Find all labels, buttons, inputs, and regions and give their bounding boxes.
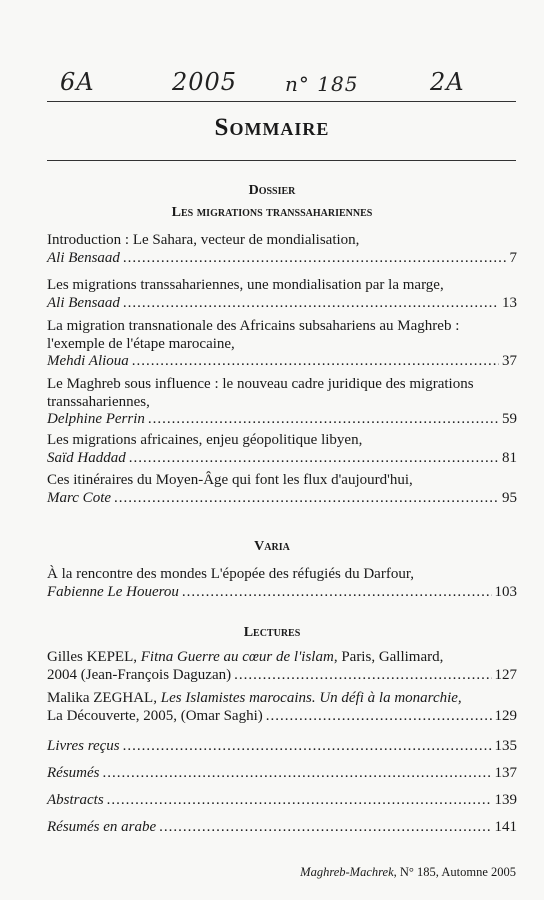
- entry-title: Malika ZEGHAL, Les Islamistes marocains. Un défi à la monarchie,: [47, 690, 462, 706]
- entry-author: Saïd Haddad: [47, 449, 126, 466]
- entry-page: 127: [494, 666, 517, 683]
- leader-dots: [129, 450, 499, 468]
- handwritten-note-d: 2A: [430, 68, 465, 96]
- page-title: Sommaire: [214, 114, 330, 141]
- toc-entry[interactable]: [47, 765, 517, 783]
- leader-dots: [107, 792, 492, 810]
- entry-page: 141: [494, 819, 517, 835]
- leader-dots: [114, 490, 499, 508]
- toc-entry[interactable]: [47, 318, 517, 371]
- entry-page: 7: [509, 249, 517, 266]
- toc-entry[interactable]: [47, 792, 517, 810]
- toc-entry[interactable]: [47, 649, 517, 684]
- section-dossier: Dossier: [248, 183, 296, 198]
- entry-page: 81: [502, 449, 517, 466]
- title-rule: [47, 160, 516, 161]
- entry-page: 103: [494, 583, 517, 600]
- entry-label: Livres reçus: [47, 738, 120, 754]
- toc-entry[interactable]: [47, 690, 517, 725]
- toc-entry[interactable]: [47, 472, 517, 507]
- leader-dots: [132, 353, 499, 371]
- entry-page: 135: [494, 738, 517, 754]
- entry-title: Les migrations africaines, enjeu géopolitique libyen,: [47, 432, 363, 448]
- toc-entry[interactable]: [47, 277, 517, 312]
- leader-dots: [103, 765, 492, 783]
- leader-dots: [123, 250, 507, 268]
- section-lectures: Lectures: [243, 625, 301, 640]
- handwritten-note-a: 6A: [60, 68, 95, 96]
- entry-label: Résumés en arabe: [47, 819, 157, 835]
- leader-dots: [148, 411, 499, 429]
- entry-title: Introduction : Le Sahara, vecteur de mondialisation,: [47, 232, 360, 248]
- entry-author: Fabienne Le Houerou: [47, 583, 179, 600]
- entry-label: Résumés: [47, 765, 100, 781]
- entry-author: Ali Bensaad: [47, 249, 120, 266]
- toc-entry[interactable]: [47, 232, 517, 267]
- footer-issue: , N° 185, Automne 2005: [393, 865, 516, 879]
- entry-publication: 2004 (Jean-François Daguzan): [47, 666, 232, 683]
- page-footer: [300, 865, 516, 880]
- entry-page: 137: [494, 765, 517, 781]
- entry-publication: La Découverte, 2005, (Omar Saghi): [47, 707, 263, 724]
- leader-dots: [159, 819, 491, 837]
- entry-title: Gilles KEPEL, Fitna Guerre au cœur de l'islam, Paris, Gallimard,: [47, 649, 444, 665]
- leader-dots: [123, 295, 499, 313]
- toc-entry[interactable]: [47, 432, 517, 467]
- entry-page: 95: [502, 489, 517, 506]
- entry-page: 13: [502, 294, 517, 311]
- entry-author: Mehdi Alioua: [47, 353, 129, 369]
- footer-journal: Maghreb-Machrek: [300, 865, 394, 879]
- entry-page: 59: [502, 411, 517, 427]
- leader-dots: [182, 584, 492, 602]
- entry-page: 139: [494, 792, 517, 808]
- leader-dots: [234, 667, 491, 685]
- entry-page: 129: [494, 707, 517, 724]
- section-dossier-subtitle: Les migrations transsahariennes: [171, 205, 373, 220]
- entry-page: 37: [502, 353, 517, 369]
- entry-title: Le Maghreb sous influence : le nouveau cadre juridique des migrations transsahariennes,: [47, 376, 474, 410]
- toc-entry[interactable]: [47, 566, 517, 601]
- section-varia: Varia: [254, 539, 290, 554]
- toc-entry[interactable]: [47, 376, 517, 429]
- entry-label: Abstracts: [47, 792, 104, 808]
- toc-entry[interactable]: [47, 738, 517, 756]
- entry-author: Delphine Perrin: [47, 411, 145, 427]
- toc-entry[interactable]: [47, 819, 517, 837]
- entry-title: La migration transnationale des Africains subsahariens au Maghreb : l'exemple de l'étape marocaine,: [47, 318, 460, 352]
- handwritten-note-c: n° 185: [285, 72, 359, 96]
- top-rule: [47, 101, 516, 102]
- entry-author: Ali Bensaad: [47, 294, 120, 311]
- entry-title: Ces itinéraires du Moyen-Âge qui font les flux d'aujourd'hui,: [47, 472, 413, 488]
- entry-author: Marc Cote: [47, 489, 112, 506]
- entry-title: Les migrations transsahariennes, une mondialisation par la marge,: [47, 277, 444, 293]
- entry-title: À la rencontre des mondes L'épopée des réfugiés du Darfour,: [47, 566, 414, 582]
- leader-dots: [266, 708, 492, 726]
- handwritten-note-b: 2005: [172, 68, 238, 96]
- leader-dots: [123, 738, 492, 756]
